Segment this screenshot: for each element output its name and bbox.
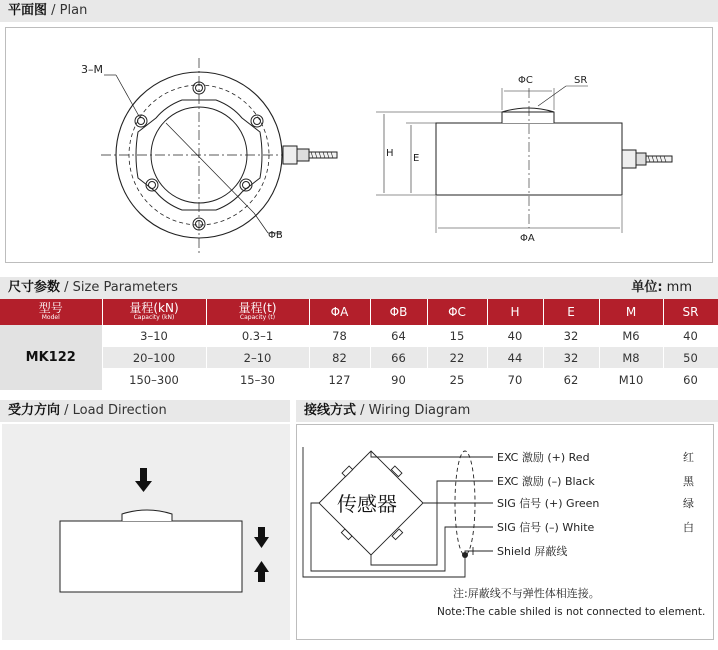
table-cell: M8 xyxy=(599,347,663,369)
col-h: H xyxy=(487,299,543,325)
down-arrow-icon xyxy=(135,468,152,492)
unit-indicator xyxy=(631,277,692,299)
table-cell: 32 xyxy=(543,347,599,369)
wiring-drawing xyxy=(297,425,713,639)
phi-b-label: ΦB xyxy=(268,230,283,241)
note-zh: 注:屏蔽线不与弹性体相连接。 xyxy=(453,587,600,600)
unit-label: 单位: xyxy=(631,280,663,295)
plan-title-zh: 平面图 xyxy=(8,3,48,18)
table-cell: 127 xyxy=(309,369,370,391)
table-cell: M10 xyxy=(599,369,663,391)
wire-label-4: SIG 信号 (–) White xyxy=(497,521,595,534)
table-cell: 62 xyxy=(543,369,599,391)
wiring-title-sep: / xyxy=(356,403,369,418)
wire-color-4: 白 xyxy=(683,521,694,534)
col-capacity-kn: 量程(kN) Capacity (kN) xyxy=(102,299,206,325)
table-cell: 2–10 xyxy=(206,347,309,369)
side-view xyxy=(376,86,672,233)
sr-label: SR xyxy=(574,75,588,86)
table-cell: 150–300 xyxy=(102,369,206,391)
col-phi-b: ΦB xyxy=(370,299,427,325)
spherical-cap xyxy=(502,108,554,123)
load-title-en: Load Direction xyxy=(72,403,167,418)
table-cell: M6 xyxy=(599,325,663,347)
table-cell: 82 xyxy=(309,347,370,369)
table-cell: 40 xyxy=(487,325,543,347)
compression-arrow-icon xyxy=(254,561,269,582)
params-title-zh: 尺寸参数 xyxy=(8,280,61,295)
table-cell: 25 xyxy=(427,369,487,391)
wire-color-3: 绿 xyxy=(683,497,694,510)
table-cell: 50 xyxy=(663,347,718,369)
params-title-sep: / xyxy=(60,280,73,295)
table-cell: 3–10 xyxy=(102,325,206,347)
table-cell: 70 xyxy=(487,369,543,391)
col-phi-c: ΦC xyxy=(427,299,487,325)
params-title-en: Size Parameters xyxy=(72,280,178,295)
plan-drawing xyxy=(6,28,712,262)
wiring-title-zh: 接线方式 xyxy=(304,403,357,418)
wire-label-2: EXC 激励 (–) Black xyxy=(497,475,595,488)
hole-label: 3–M xyxy=(81,63,103,76)
col-sr: SR xyxy=(663,299,718,325)
table-cell: 15–30 xyxy=(206,369,309,391)
hole-3 xyxy=(251,115,263,127)
table-cell: 32 xyxy=(543,325,599,347)
col-model: 型号 Model xyxy=(0,299,102,325)
col-m: M xyxy=(599,299,663,325)
table-cell: 15 xyxy=(427,325,487,347)
plan-header xyxy=(0,0,718,22)
h-label: H xyxy=(386,148,394,159)
load-header xyxy=(0,400,290,422)
phi-c-label: ΦC xyxy=(518,75,533,86)
table-cell: 22 xyxy=(427,347,487,369)
sensor-body xyxy=(60,521,242,592)
wire-color-2: 黑 xyxy=(683,475,694,488)
col-e: E xyxy=(543,299,599,325)
table-cell: 66 xyxy=(370,347,427,369)
top-view xyxy=(101,58,337,253)
note-en: Note:The cable shiled is not connected to element. xyxy=(437,606,706,618)
table-row xyxy=(0,325,718,347)
load-title-sep: / xyxy=(60,403,73,418)
wiring-title-en: Wiring Diagram xyxy=(368,403,471,418)
table-cell: 44 xyxy=(487,347,543,369)
table-cell: 0.3–1 xyxy=(206,325,309,347)
plan-frame xyxy=(5,27,713,263)
sensor-cap xyxy=(122,510,172,521)
model-cell: MK122 xyxy=(0,325,102,391)
load-drawing xyxy=(2,424,290,640)
wire-label-3: SIG 信号 (+) Green xyxy=(497,497,600,510)
wire-color-1: 红 xyxy=(683,451,694,464)
load-panel xyxy=(2,424,290,640)
load-title-zh: 受力方向 xyxy=(8,403,61,418)
wiring-frame xyxy=(296,424,714,640)
size-parameter-table xyxy=(0,299,718,391)
wiring-header xyxy=(296,400,718,422)
table-cell: 90 xyxy=(370,369,427,391)
wire-label-5: Shield 屏蔽线 xyxy=(497,545,568,558)
params-header xyxy=(0,277,718,299)
wire-exc-plus xyxy=(371,451,461,457)
table-row xyxy=(0,369,718,391)
col-capacity-t: 量程(t) Capacity (t) xyxy=(206,299,309,325)
col-phi-a: ΦA xyxy=(309,299,370,325)
tension-arrow-icon xyxy=(254,527,269,548)
plan-title-sep: / xyxy=(47,3,60,18)
table-cell: 78 xyxy=(309,325,370,347)
table-cell: 40 xyxy=(663,325,718,347)
table-cell: 64 xyxy=(370,325,427,347)
connector-body xyxy=(283,146,297,164)
unit-value: mm xyxy=(666,280,692,295)
plan-title-en: Plan xyxy=(59,3,88,18)
table-cell: 60 xyxy=(663,369,718,391)
table-row xyxy=(0,347,718,369)
table-cell: 20–100 xyxy=(102,347,206,369)
sensor-label: 传感器 xyxy=(337,492,397,516)
wire-label-1: EXC 激励 (+) Red xyxy=(497,451,590,464)
hole-2 xyxy=(135,115,147,127)
e-label: E xyxy=(413,153,420,164)
table-header-row xyxy=(0,299,718,325)
phi-a-label: ΦA xyxy=(520,233,535,244)
